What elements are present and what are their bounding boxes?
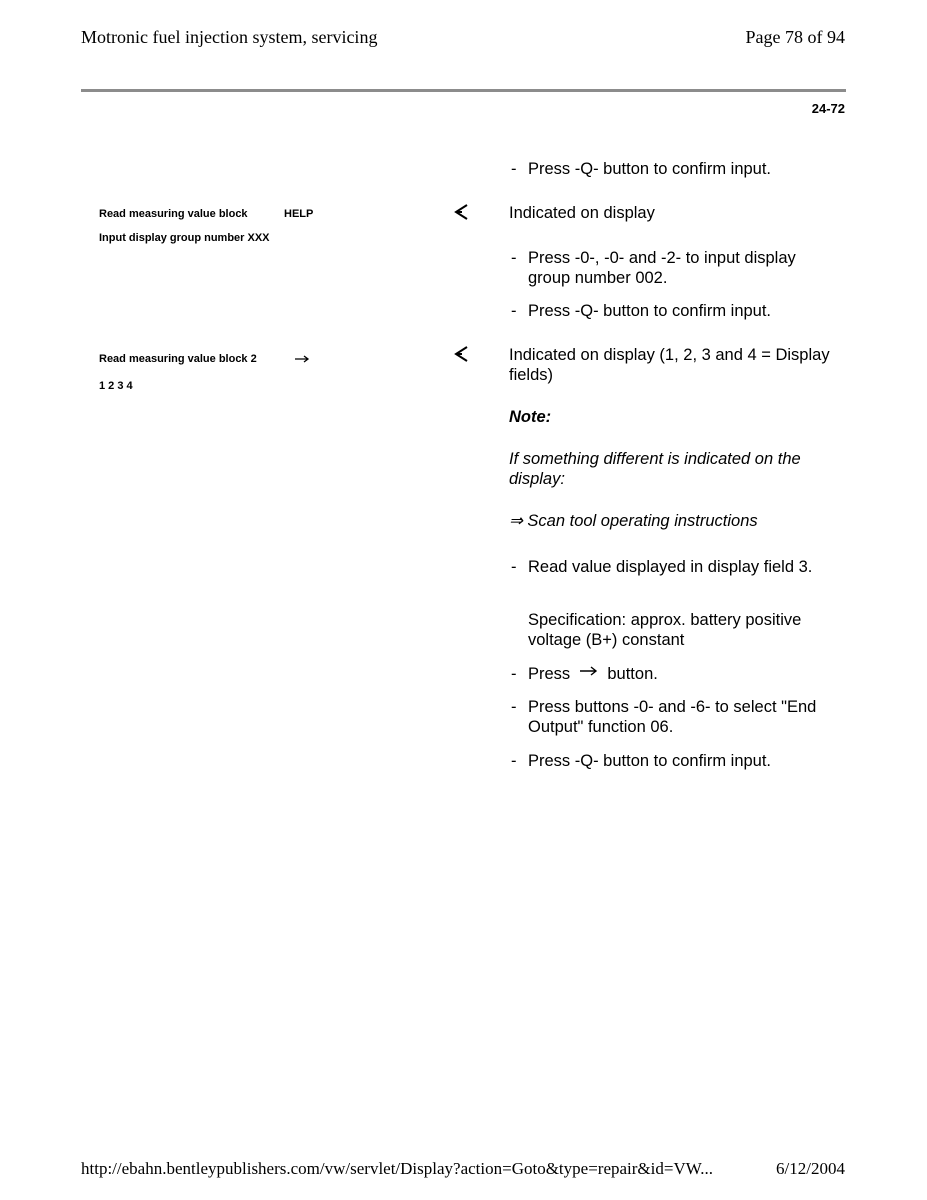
step-text [511, 664, 841, 684]
pointer-arrow-icon [453, 203, 471, 221]
step-dash: - [511, 160, 517, 178]
step-text: Press -Q- button to confirm input. [528, 160, 772, 178]
display-2-line-2: 1 2 3 4 [99, 380, 133, 392]
display-1-line-1 [99, 208, 314, 220]
footer-date: 6/12/2004 [776, 1159, 845, 1178]
step-press-prefix: Press [528, 665, 571, 683]
step-dash: - [511, 752, 517, 770]
step-confirm-input-3 [511, 751, 841, 771]
step-dash: - [511, 698, 517, 716]
step-input-group [511, 248, 841, 288]
display-1-label: Read measuring value block [99, 208, 248, 220]
step-dash: - [511, 302, 517, 320]
section-page-code: 24-72 [811, 101, 845, 116]
note-heading: Note: [509, 408, 552, 426]
step-press-arrow [511, 664, 841, 684]
right-arrow-icon [294, 354, 310, 364]
step-end-output [511, 697, 841, 737]
page-number: Page 78 of 94 [745, 27, 845, 47]
step-confirm-input-1 [511, 159, 841, 179]
display-1-line-2: Input display group number XXX [99, 232, 270, 244]
step-dash: - [511, 249, 517, 267]
document-title: Motronic fuel injection system, servicing [81, 27, 378, 47]
reference-link[interactable]: Scan tool operating instructions [527, 512, 758, 530]
display-1-help: HELP [284, 208, 314, 220]
footer-url: http://ebahn.bentleypublishers.com/vw/servlet/Display?action=Goto&type=repair&id=VW... [81, 1159, 713, 1178]
header-divider [81, 89, 846, 92]
step-dash: - [511, 558, 517, 576]
step-dash: - [511, 665, 517, 683]
specification-text: Specification: approx. battery positive voltage (B+) constant [528, 611, 802, 649]
pointer-arrow-icon [453, 345, 471, 363]
display-2-description: Indicated on display (1, 2, 3 and 4 = Display fields) [509, 346, 830, 384]
step-confirm-input-2 [511, 301, 841, 321]
specification [511, 610, 841, 650]
step-text: Press buttons -0- and -6- to select "End Output" function 06. [528, 698, 817, 736]
step-text: Read value displayed in display field 3. [528, 558, 813, 576]
step-text: Press -0-, -0- and -2- to input display group number 002. [528, 249, 796, 287]
display-2-line-1 [99, 353, 257, 365]
display-2-label: Read measuring value block 2 [99, 353, 257, 365]
right-arrow-icon [579, 665, 599, 677]
note-text: If something different is indicated on the display: [509, 450, 801, 488]
step-read-value [511, 557, 841, 577]
display-1-description: Indicated on display [509, 204, 655, 222]
note-reference [509, 511, 844, 531]
reference-arrow-icon: ⇒ [509, 512, 523, 530]
step-text: Press -Q- button to confirm input. [528, 302, 772, 320]
step-press-suffix: button. [607, 665, 658, 683]
step-text: Press -Q- button to confirm input. [528, 752, 772, 770]
